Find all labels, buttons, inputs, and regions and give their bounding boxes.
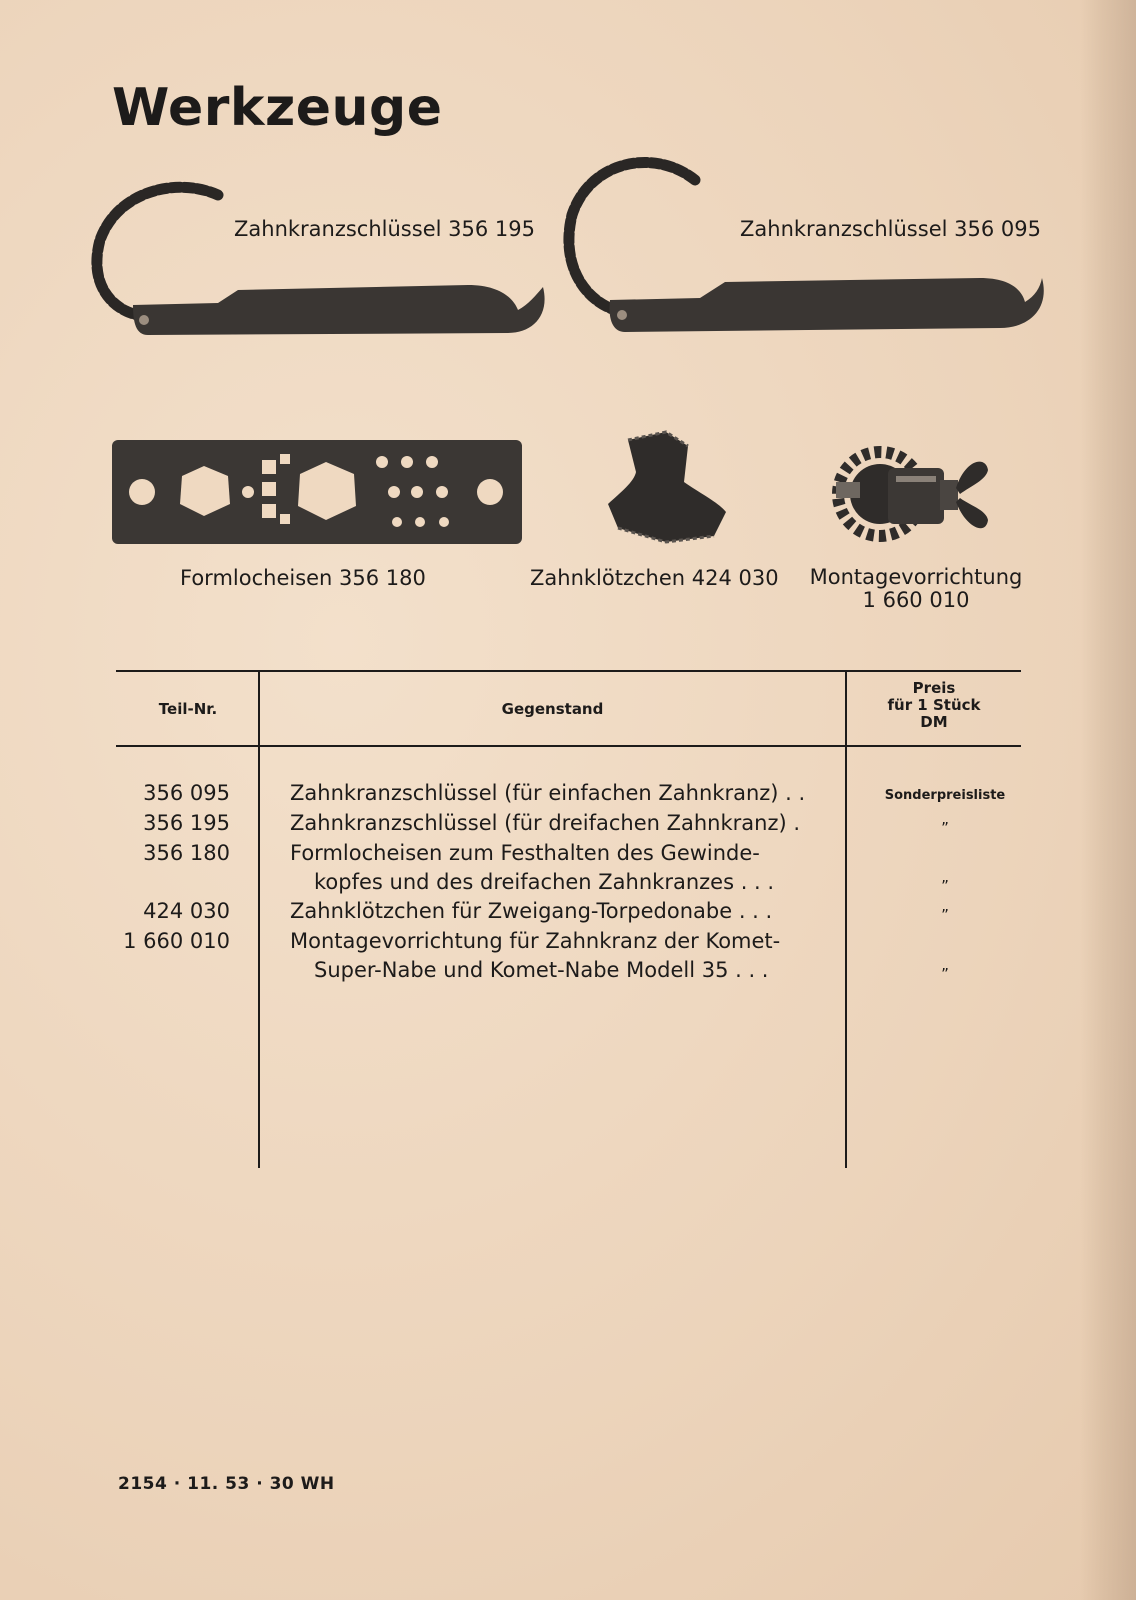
table-row-2-price: ” (941, 819, 949, 837)
table-header-rule (116, 745, 1021, 747)
table-row-4-price: ” (941, 906, 949, 924)
caption-tool5 (806, 566, 1026, 612)
table-row-5-item-line2: Super-Nabe und Komet-Nabe Modell 35 . . . (314, 958, 769, 982)
table-row-3-price: ” (941, 877, 949, 895)
table-row-3-item-line2: kopfes und des dreifachen Zahnkranzes . . . (314, 870, 775, 894)
header-item: Gegenstand (501, 700, 604, 718)
table-row-4-item: Zahnklötzchen für Zweigang-Torpedonabe . . . (290, 899, 773, 923)
caption-tool3: Formlocheisen 356 180 (180, 566, 426, 590)
formlocheisen-plate-illustration (112, 440, 522, 544)
caption-tool5-number: 1 660 010 (862, 588, 970, 612)
table-column-divider-1 (258, 672, 260, 1168)
caption-tool4: Zahnklötzchen 424 030 (530, 566, 779, 590)
chain-wrench-356195-illustration (88, 185, 558, 345)
header-price-line2: für 1 Stück (887, 696, 981, 714)
caption-tool1: Zahnkranzschlüssel 356 195 (234, 217, 535, 241)
header-part-no: Teil-Nr. (158, 700, 218, 718)
print-code-footer: 2154 · 11. 53 · 30 WH (118, 1474, 335, 1494)
table-row-3-part-no: 356 180 (143, 841, 230, 865)
paper-fold-shadow (1080, 0, 1136, 1600)
table-row-1-part-no: 356 095 (143, 781, 230, 805)
zahnkloetzchen-illustration (606, 432, 732, 544)
table-row-4-part-no: 424 030 (143, 899, 230, 923)
table-row-1-price: Sonderpreisliste (884, 788, 1006, 803)
table-row-5-price: ” (941, 965, 949, 983)
table-top-rule (116, 670, 1021, 672)
page-title: Werkzeuge (112, 78, 443, 138)
caption-tool2: Zahnkranzschlüssel 356 095 (740, 217, 1041, 241)
table-row-5-item-line1: Montagevorrichtung für Zahnkranz der Komet- (290, 929, 781, 953)
caption-tool5-name: Montagevorrichtung (809, 565, 1023, 589)
header-price-line3: DM (920, 713, 948, 731)
table-row-2-item: Zahnkranzschlüssel (für dreifachen Zahnkranz) . (290, 811, 801, 835)
table-row-2-part-no: 356 195 (143, 811, 230, 835)
table-row-3-item-line1: Formlocheisen zum Festhalten des Gewinde- (290, 841, 760, 865)
table-row-1-item: Zahnkranzschlüssel (für einfachen Zahnkranz) . . (290, 781, 806, 805)
chain-wrench-356095-illustration (560, 150, 1060, 340)
header-price (847, 680, 1021, 731)
table-column-divider-2 (845, 672, 847, 1168)
header-price-line1: Preis (912, 679, 956, 697)
montagevorrichtung-illustration (836, 418, 996, 568)
table-row-5-part-no: 1 660 010 (123, 929, 230, 953)
